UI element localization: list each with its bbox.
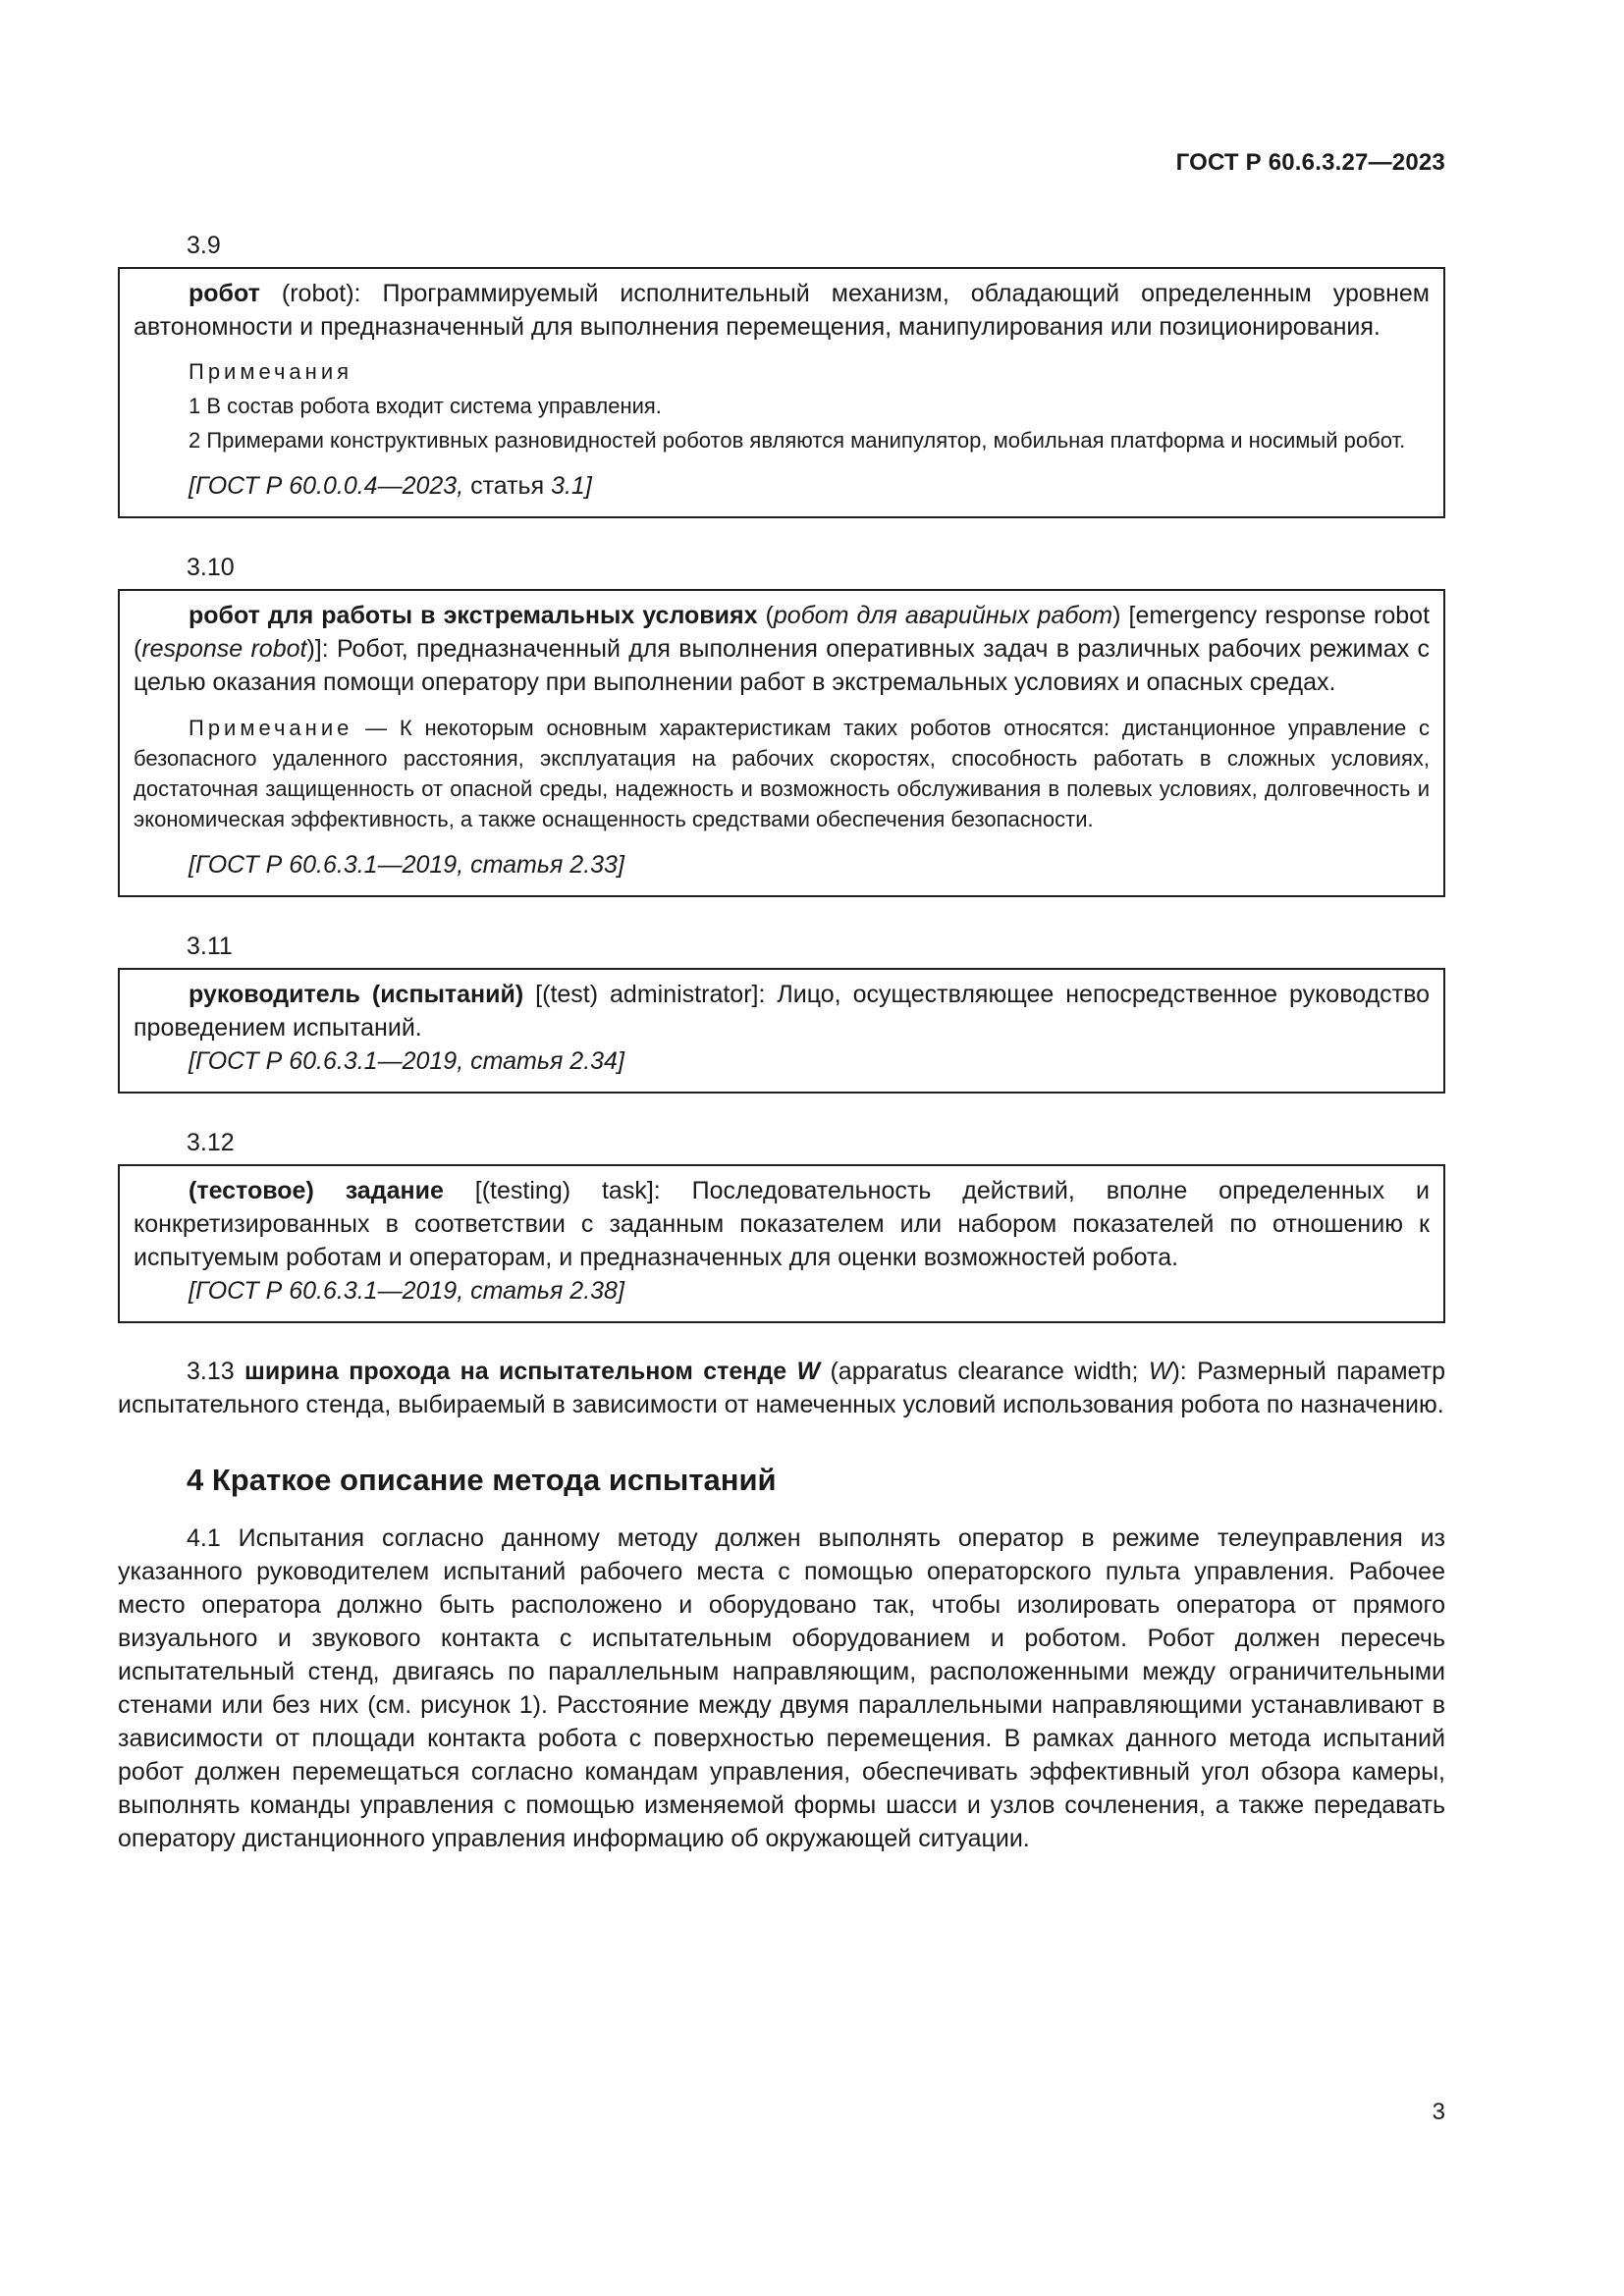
note-text: — К некоторым основным характеристикам таких роботов относятся: дистанционное управление с безопасного удаленного расстояния, эксплуатация на рабочих скоростях, способность работать в сложных условиях, достаточная защищенность от опасной среды, надежность и возможность обслуживания в полевых условиях, долговечность и экономическая эффективность, а также оснащенность средствами обеспечения безопасности. <box>134 716 1430 831</box>
term: робот для работы в экстремальных условиях <box>189 602 758 629</box>
source-reference: [ГОСТ Р 60.6.3.1—2019, статья 2.33] <box>189 851 624 879</box>
definition-text: (robot): Программируемый исполнительный механизм, обладающий определенным уровнем автономности и предназначенный для выполнения перемещения, манипулирования или позиционирования. <box>134 280 1430 341</box>
page-number: 3 <box>1432 2099 1445 2125</box>
term-box-robot <box>118 267 1445 518</box>
note-1: 1 В состав робота входит система управления. <box>189 394 662 418</box>
synonym: робот для аварийных работ <box>773 602 1113 629</box>
definition-text: [(test) administrator]: Лицо, осуществляющее непосредственное руководство проведением испытаний. <box>134 981 1431 1041</box>
term-box-task <box>118 1164 1445 1323</box>
note <box>134 713 1430 834</box>
clause-number: 3.10 <box>187 554 235 581</box>
definition: робот для работы в экстремальных условиях (робот для аварийных работ) [emergency response robot (response robot)]: Робот, предназначенный для выполнения оперативных задач в различных рабочих режимах с целью оказания помощи оператору при выполнении работ в экстремальных условиях и опасных средах. <box>134 602 1431 696</box>
definition-text: )]: Робот, предназначенный для выполнения оперативных задач в различных рабочих режимах с целью оказания помощи оператору при выполнении работ в экстремальных условиях и опасных средах. <box>134 635 1431 696</box>
term: (тестовое) задание <box>189 1177 444 1204</box>
term-box-administrator <box>118 968 1445 1094</box>
page-content <box>118 228 1445 1855</box>
paragraph-4-1: 4.1 Испытания согласно данному методу должен выполнять оператор в режиме телеуправления из указанного руководителем испытаний рабочего места с помощью операторского пульта управления. Рабочее место оператора должно быть расположено и оборудовано так, чтобы изолировать оператора от прямого визуального и звукового контакта с испытательным оборудованием и роботом. Робот должен пересечь испытательный стенд, двигаясь по параллельным направляющим, расположенными между ограничительными стенами или без них (см. рисунок 1). Расстояние между двумя параллельными направляющими устанавливают в зависимости от площади контакта робота с поверхностью перемещения. В рамках данного метода испытаний робот должен перемещаться согласно командам управления, обеспечивать эффективный угол обзора камеры, выполнять команды управления с помощью изменяемой формы шасси и узлов сочленения, а также передавать оператору дистанционного управления информацию об окружающей ситуации. <box>118 1524 1445 1852</box>
definition <box>134 1174 1430 1274</box>
note-label: Примечание <box>189 716 353 740</box>
symbol: W <box>796 1358 821 1385</box>
term: робот <box>189 280 260 307</box>
term: руководитель (испытаний) <box>189 981 524 1008</box>
clause-number: 3.11 <box>187 933 233 960</box>
term: ширина прохода на испытательном стенде <box>244 1358 797 1385</box>
definition-text: [(testing) task]: Последовательность действий, вполне определенных и конкретизированных в соответствии с заданным показателем или набором показателей по отношению к испытуемым роботам и операторам, и предназначенных для оценки возможностей робота. <box>134 1177 1430 1271</box>
source-reference: [ГОСТ Р 60.6.3.1—2019, статья 2.34] <box>189 1047 624 1075</box>
clause-number: 3.9 <box>187 232 221 259</box>
definition <box>134 277 1430 344</box>
clause-number: 3.12 <box>187 1129 235 1156</box>
term-box-emergency-robot <box>118 589 1445 897</box>
document-code: ГОСТ Р 60.6.3.27—2023 <box>1175 149 1445 176</box>
section-title: 4 Краткое описание метода испытаний <box>187 1463 777 1497</box>
notes-heading: Примечания <box>189 359 353 384</box>
source-reference: [ГОСТ Р 60.0.0.4—2023, статья 3.1] <box>189 472 592 500</box>
clause-3-13: 3.13 ширина прохода на испытательном стенде W (apparatus clearance width; W): Размерный параметр испытательного стенда, выбираемый в зависимости от намеченных условий использования робота по назначению. <box>118 1358 1445 1418</box>
source-reference: [ГОСТ Р 60.6.3.1—2019, статья 2.38] <box>189 1277 624 1305</box>
definition <box>134 978 1430 1044</box>
note-2: 2 Примерами конструктивных разновидностей роботов являются манипулятор, мобильная платформа и носимый робот. <box>189 428 1406 453</box>
